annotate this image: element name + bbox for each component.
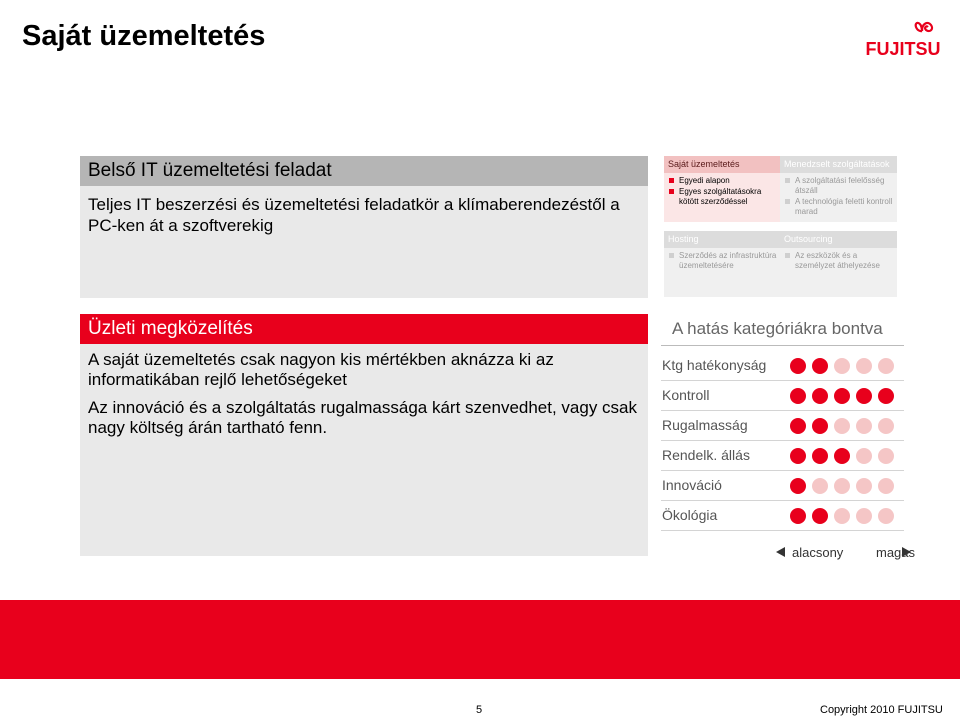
impact-row <box>661 501 904 531</box>
business-approach-paragraph: Az innováció és a szolgáltatás rugalmassága kárt szenvedhet, vagy csak nagy költség árán tartható fenn. <box>88 398 638 437</box>
rating-dot-empty <box>834 478 850 494</box>
rating-dot-filled <box>812 448 828 464</box>
rating-dot-filled <box>790 358 806 374</box>
quadrant-item: Szerződés az infrastruktúra üzemeltetésére <box>668 251 777 271</box>
rating-dot-filled <box>812 418 828 434</box>
business-approach-heading: Üzleti megközelítés <box>80 314 648 344</box>
rating-dot-empty <box>834 508 850 524</box>
quadrant-title: Saját üzemeltetés <box>664 156 781 173</box>
impact-rating <box>790 448 894 464</box>
rating-dot-filled <box>812 508 828 524</box>
quadrant-outsourcing <box>780 231 897 297</box>
rating-dot-empty <box>856 508 872 524</box>
impact-label: Ökológia <box>662 507 718 523</box>
impact-label: Innováció <box>662 477 722 493</box>
scale-low-label: alacsony <box>792 545 844 560</box>
fujitsu-logo <box>862 18 944 62</box>
impact-rating <box>790 388 894 404</box>
logo-text: FUJITSU <box>865 39 941 59</box>
rating-dot-filled <box>834 388 850 404</box>
impact-label: Kontroll <box>662 387 710 403</box>
arrow-right-icon <box>902 547 911 557</box>
rating-dot-empty <box>878 448 894 464</box>
copyright: Copyright 2010 FUJITSU <box>820 704 943 716</box>
rating-dot-empty <box>856 418 872 434</box>
quadrant-managed-services <box>780 156 897 222</box>
rating-dot-filled <box>878 388 894 404</box>
slide-title: Saját üzemeltetés <box>22 20 266 52</box>
rating-dot-empty <box>878 358 894 374</box>
page-number: 5 <box>476 704 483 716</box>
impact-rating <box>790 478 894 494</box>
quadrant-item: A technológia feletti kontroll marad <box>784 197 893 217</box>
rating-dot-filled <box>790 478 806 494</box>
impact-row <box>661 441 904 471</box>
quadrant-item: A szolgáltatási felelősség átszáll <box>784 176 893 196</box>
rating-dot-empty <box>878 418 894 434</box>
quadrant-title: Hosting <box>664 231 781 248</box>
rating-dot-empty <box>856 478 872 494</box>
quadrant-title: Outsourcing <box>780 231 897 248</box>
impact-row <box>661 411 904 441</box>
impact-rating <box>790 418 894 434</box>
internal-it-text: Teljes IT beszerzési és üzemeltetési feladatkör a klímaberendezéstől a PC-ken át a szoftverekig <box>88 195 620 235</box>
rating-dot-empty <box>878 478 894 494</box>
internal-it-heading: Belső IT üzemeltetési feladat <box>80 156 648 186</box>
impact-title: A hatás kategóriákra bontva <box>672 319 883 338</box>
quadrant-item: Az eszközök és a személyzet áthelyezése <box>784 251 893 271</box>
rating-dot-empty <box>856 358 872 374</box>
impact-label: Rendelk. állás <box>662 447 750 463</box>
impact-row <box>661 381 904 411</box>
quadrant-item: Egyedi alapon <box>668 176 777 186</box>
rating-dot-empty <box>834 358 850 374</box>
impact-rating <box>790 358 894 374</box>
quadrant-hosting <box>664 231 781 297</box>
rating-dot-filled <box>856 388 872 404</box>
business-approach-paragraph: A saját üzemeltetés csak nagyon kis mértékben aknázza ki az informatikában rejlő lehetőségeket <box>88 350 554 389</box>
rating-dot-filled <box>790 448 806 464</box>
rating-dot-empty <box>812 478 828 494</box>
impact-label: Rugalmasság <box>662 417 748 433</box>
quadrant-item: Egyes szolgáltatásokra kötött szerződéssel <box>668 187 777 207</box>
rating-dot-empty <box>856 448 872 464</box>
rating-dot-filled <box>790 388 806 404</box>
internal-it-box <box>80 156 648 298</box>
arrow-left-icon <box>776 547 785 557</box>
quadrant-own-operation <box>664 156 781 222</box>
impact-row <box>661 471 904 501</box>
rating-dot-filled <box>812 358 828 374</box>
impact-row <box>661 351 904 381</box>
rating-dot-filled <box>790 508 806 524</box>
impact-rating <box>790 508 894 524</box>
footer-red-band <box>0 600 960 679</box>
business-approach-box <box>80 314 648 556</box>
rating-dot-empty <box>834 418 850 434</box>
rating-dot-filled <box>812 388 828 404</box>
rating-dot-filled <box>790 418 806 434</box>
quadrant-title: Menedzselt szolgáltatások <box>780 156 897 173</box>
scale-high-label: magas <box>876 545 916 560</box>
rating-dot-filled <box>834 448 850 464</box>
impact-label: Ktg hatékonyság <box>662 357 767 373</box>
impact-divider <box>661 345 904 346</box>
rating-dot-empty <box>878 508 894 524</box>
